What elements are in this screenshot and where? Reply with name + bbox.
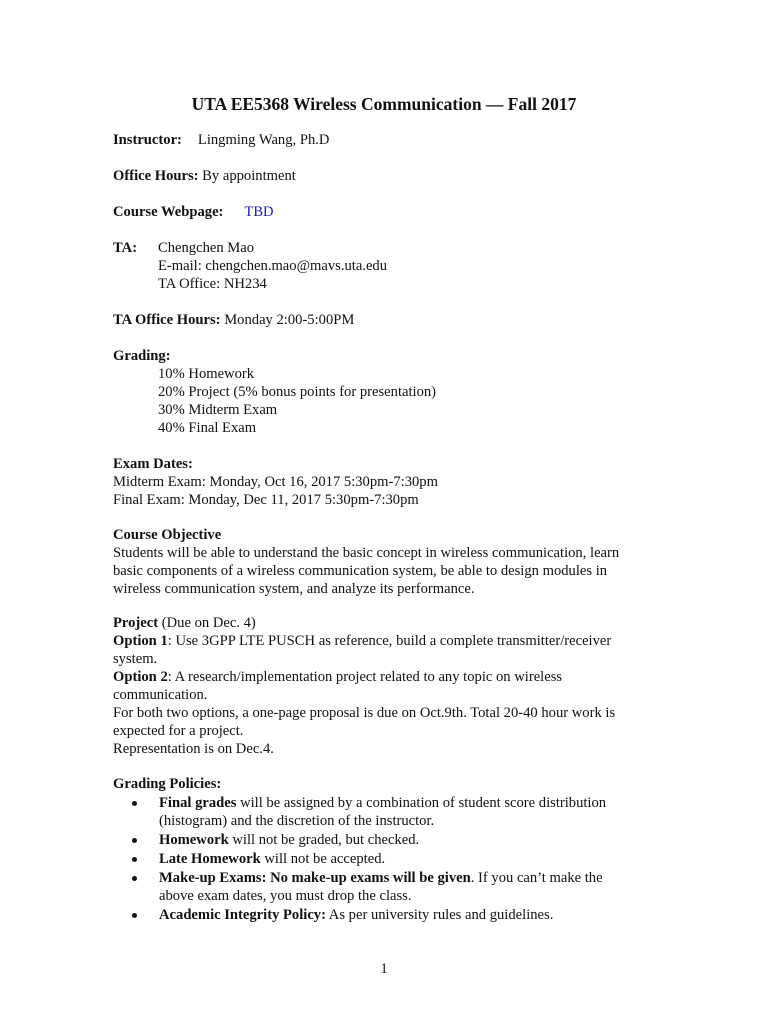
policy-text: As per university rules and guidelines. (325, 907, 554, 923)
ta-details (158, 239, 387, 293)
policy-bold: Make-up Exams: No make-up exams will be given (159, 870, 471, 886)
objective-label: Course Objective (113, 527, 222, 543)
ta-label: TA: (113, 240, 138, 256)
option2-label: Option 2 (113, 669, 168, 685)
bullet-icon (132, 801, 137, 806)
instructor-label: Instructor: (113, 132, 182, 148)
instructor-value: Lingming Wang, Ph.D (197, 132, 330, 148)
bullet-icon (132, 876, 137, 881)
instructor-line (113, 131, 643, 149)
ta-office: TA Office: NH234 (158, 276, 267, 292)
list-item (113, 850, 633, 868)
option2-text: : A research/implementation project related to any topic on wireless communication. (113, 669, 563, 703)
office-hours-line (113, 167, 643, 185)
grading-item: 10% Homework (158, 366, 255, 382)
bullet-icon (132, 913, 137, 918)
exam-dates-section (113, 455, 643, 509)
grading-label: Grading: (113, 348, 171, 364)
midterm-date: Midterm Exam: Monday, Oct 16, 2017 5:30pm-7:30pm (113, 474, 438, 490)
policies-label: Grading Policies: (113, 776, 222, 792)
objective-section (113, 526, 643, 598)
webpage-label: Course Webpage: (113, 204, 224, 220)
option1-label: Option 1 (113, 633, 168, 649)
option1-text: : Use 3GPP LTE PUSCH as reference, build a complete transmitter/receiver system. (113, 633, 612, 667)
ta-hours-value: Monday 2:00-5:00PM (224, 312, 355, 328)
grading-item: 20% Project (5% bonus points for presentation) (158, 384, 437, 400)
proposal-text: For both two options, a one-page proposal is due on Oct.9th. Total 20-40 hour work is expected for a project. (113, 705, 616, 739)
ta-hours-label: TA Office Hours: (113, 312, 221, 328)
project-section (113, 614, 643, 758)
list-item (113, 869, 633, 905)
policy-bold: Homework (159, 832, 229, 848)
objective-text: Students will be able to understand the basic concept in wireless communication, learn basic components of a wireless communication system, be able to design modules in wireless communication system, and analyze its performance. (113, 545, 620, 597)
bullet-icon (132, 838, 137, 843)
exam-dates-label: Exam Dates: (113, 456, 193, 472)
project-due: (Due on Dec. 4) (158, 615, 256, 631)
ta-name: Chengchen Mao (158, 240, 255, 256)
policy-text: will not be accepted. (260, 851, 386, 867)
page-number: 1 (380, 961, 388, 977)
policies-label-line (113, 775, 643, 793)
webpage-link[interactable]: TBD (244, 204, 274, 220)
policy-text: will be assigned by a combination of student score distribution (histogram) and the discretion of the instructor. (159, 795, 607, 829)
project-label: Project (113, 615, 159, 631)
policies-list (113, 794, 633, 925)
policy-bold: Late Homework (159, 851, 261, 867)
grading-section (113, 347, 643, 437)
list-item (113, 831, 633, 849)
policy-text: . If you can’t make the above exam dates, you must drop the class. (159, 870, 603, 904)
office-hours-value: By appointment (202, 168, 296, 184)
list-item (113, 794, 633, 830)
bullet-icon (132, 857, 137, 862)
ta-email: E-mail: chengchen.mao@mavs.uta.edu (158, 258, 388, 274)
office-hours-label: Office Hours: (113, 168, 199, 184)
grading-item: 30% Midterm Exam (158, 402, 278, 418)
grading-item: 40% Final Exam (158, 420, 257, 436)
webpage-line (113, 203, 643, 221)
final-date: Final Exam: Monday, Dec 11, 2017 5:30pm-7:30pm (113, 492, 419, 508)
page-title: UTA EE5368 Wireless Communication — Fall 2017 (191, 94, 577, 114)
policy-bold: Academic Integrity Policy: (159, 907, 326, 923)
list-item (113, 906, 633, 924)
policy-text: will not be graded, but checked. (228, 832, 420, 848)
ta-hours-line (113, 311, 643, 329)
representation-text: Representation is on Dec.4. (113, 741, 274, 757)
policy-bold: Final grades (159, 795, 237, 811)
